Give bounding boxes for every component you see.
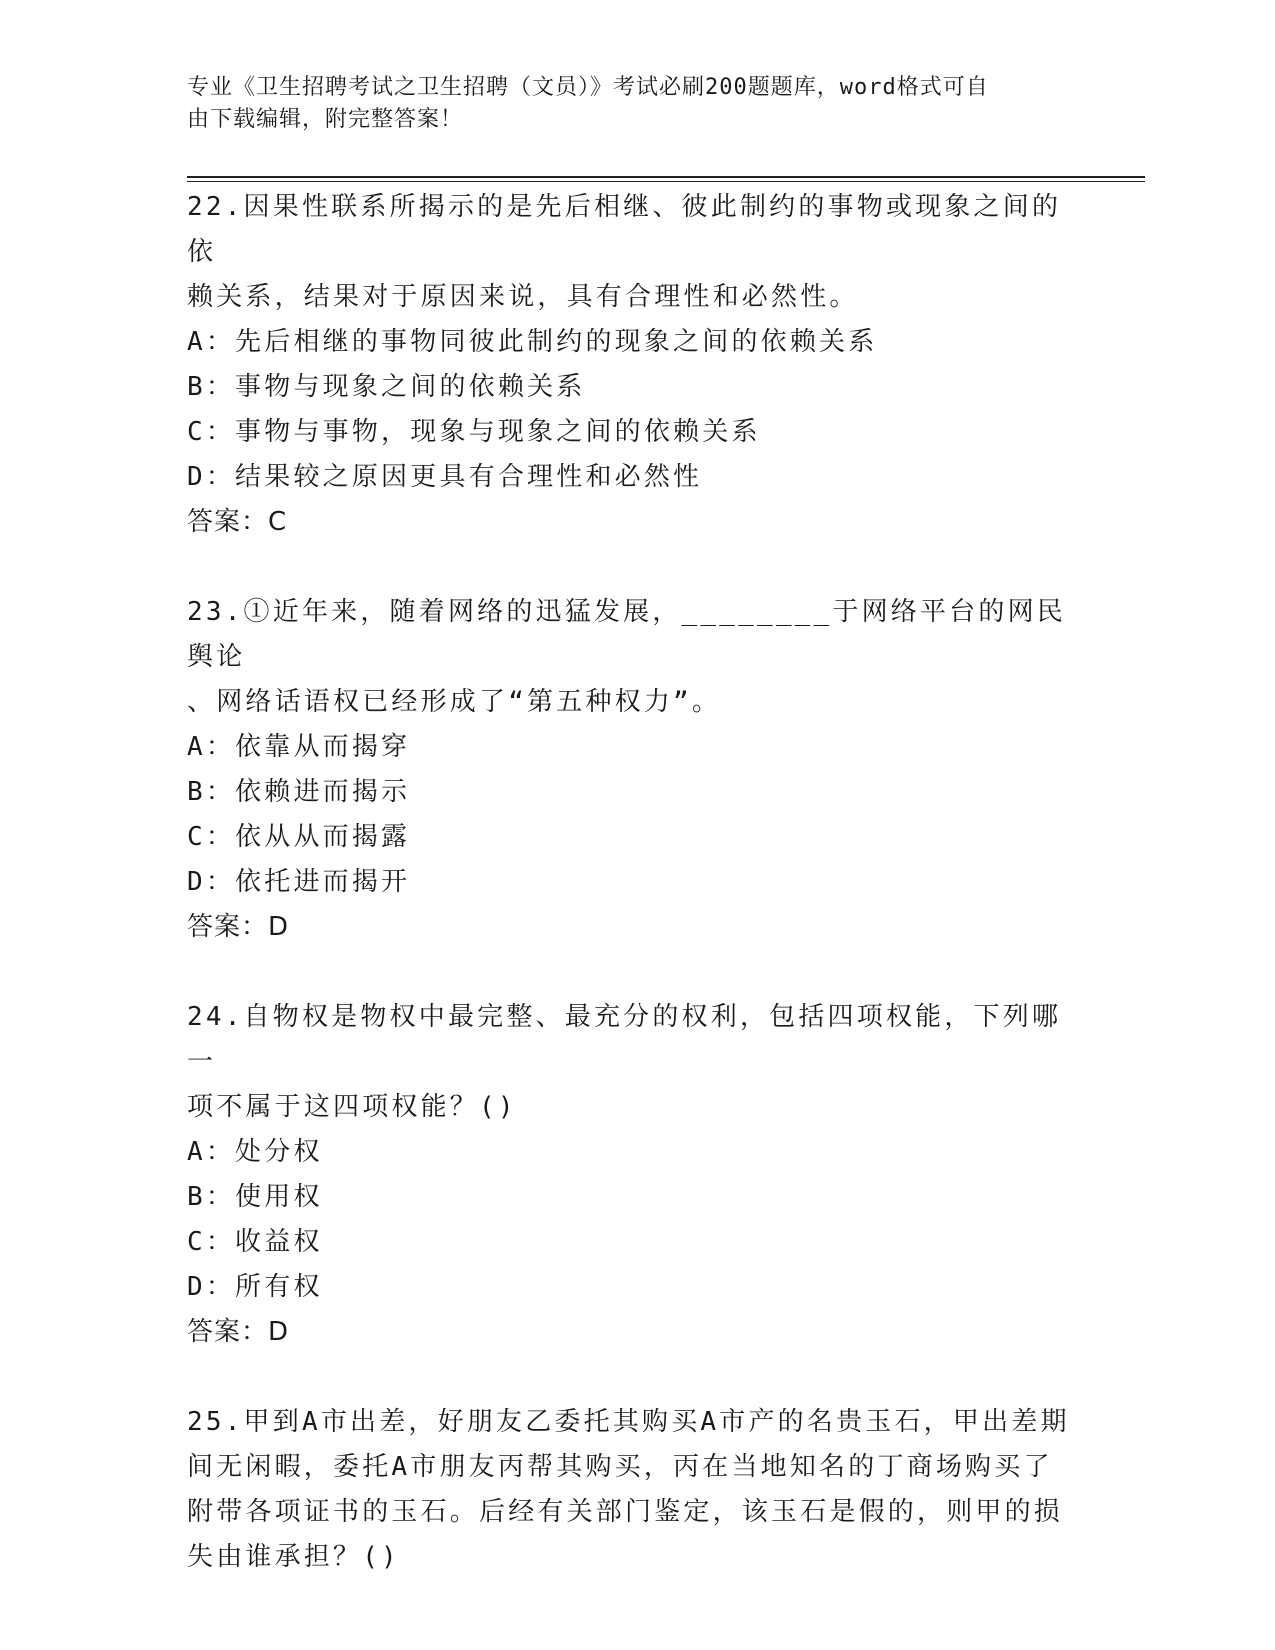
header-line-1: 专业《卫生招聘考试之卫生招聘（文员）》考试必刷200题题库，word格式可自 xyxy=(187,75,989,100)
question-gap xyxy=(187,950,1087,995)
question-stem-line: 22.因果性联系所揭示的是先后相继、彼此制约的事物或现象之间的依 xyxy=(187,192,1062,267)
option-a: A：依靠从而揭穿 xyxy=(187,732,411,762)
question-stem-line: 失由谁承担？() xyxy=(187,1542,400,1572)
question-stem-line: 项不属于这四项权能？() xyxy=(187,1092,517,1122)
header-line-2: 由下载编辑，附完整答案！ xyxy=(187,107,464,132)
question-24 xyxy=(187,995,1087,1355)
option-c: C：依从从而揭露 xyxy=(187,822,411,852)
question-stem-line: 附带各项证书的玉石。后经有关部门鉴定，该玉石是假的，则甲的损 xyxy=(187,1497,1064,1527)
option-d: D：所有权 xyxy=(187,1272,323,1302)
question-stem-line: 23.①近年来，随着网络的迅猛发展，________于网络平台的网民舆论 xyxy=(187,597,1066,672)
option-a: A：处分权 xyxy=(187,1137,323,1167)
question-stem-line: 25.甲到A市出差，好朋友乙委托其购买A市产的名贵玉石，甲出差期 xyxy=(187,1407,1070,1437)
option-b: B：事物与现象之间的依赖关系 xyxy=(187,372,586,402)
question-22 xyxy=(187,185,1087,545)
question-25 xyxy=(187,1400,1087,1580)
option-d: D：结果较之原因更具有合理性和必然性 xyxy=(187,462,703,492)
question-stem-line: 、网络话语权已经形成了“第五种权力”。 xyxy=(187,687,722,717)
document-header xyxy=(187,72,1067,136)
question-gap xyxy=(187,1355,1087,1400)
answer-line: 答案：C xyxy=(187,507,288,537)
option-b: B：使用权 xyxy=(187,1182,323,1212)
question-stem-line: 赖关系，结果对于原因来说，具有合理性和必然性。 xyxy=(187,282,859,312)
option-b: B：依赖进而揭示 xyxy=(187,777,411,807)
question-stem-line: 24.自物权是物权中最完整、最充分的权利，包括四项权能，下列哪一 xyxy=(187,1002,1062,1077)
question-23 xyxy=(187,590,1087,950)
question-stem-line: 间无闲暇，委托A市朋友丙帮其购买，丙在当地知名的丁商场购买了 xyxy=(187,1452,1053,1482)
question-gap xyxy=(187,545,1087,590)
header-divider xyxy=(187,176,1145,182)
option-d: D：依托进而揭开 xyxy=(187,867,411,897)
option-c: C：事物与事物，现象与现象之间的依赖关系 xyxy=(187,417,761,447)
option-c: C：收益权 xyxy=(187,1227,323,1257)
answer-line: 答案：D xyxy=(187,912,290,942)
answer-line: 答案：D xyxy=(187,1317,290,1347)
question-list xyxy=(187,185,1087,1580)
option-a: A：先后相继的事物同彼此制约的现象之间的依赖关系 xyxy=(187,327,878,357)
